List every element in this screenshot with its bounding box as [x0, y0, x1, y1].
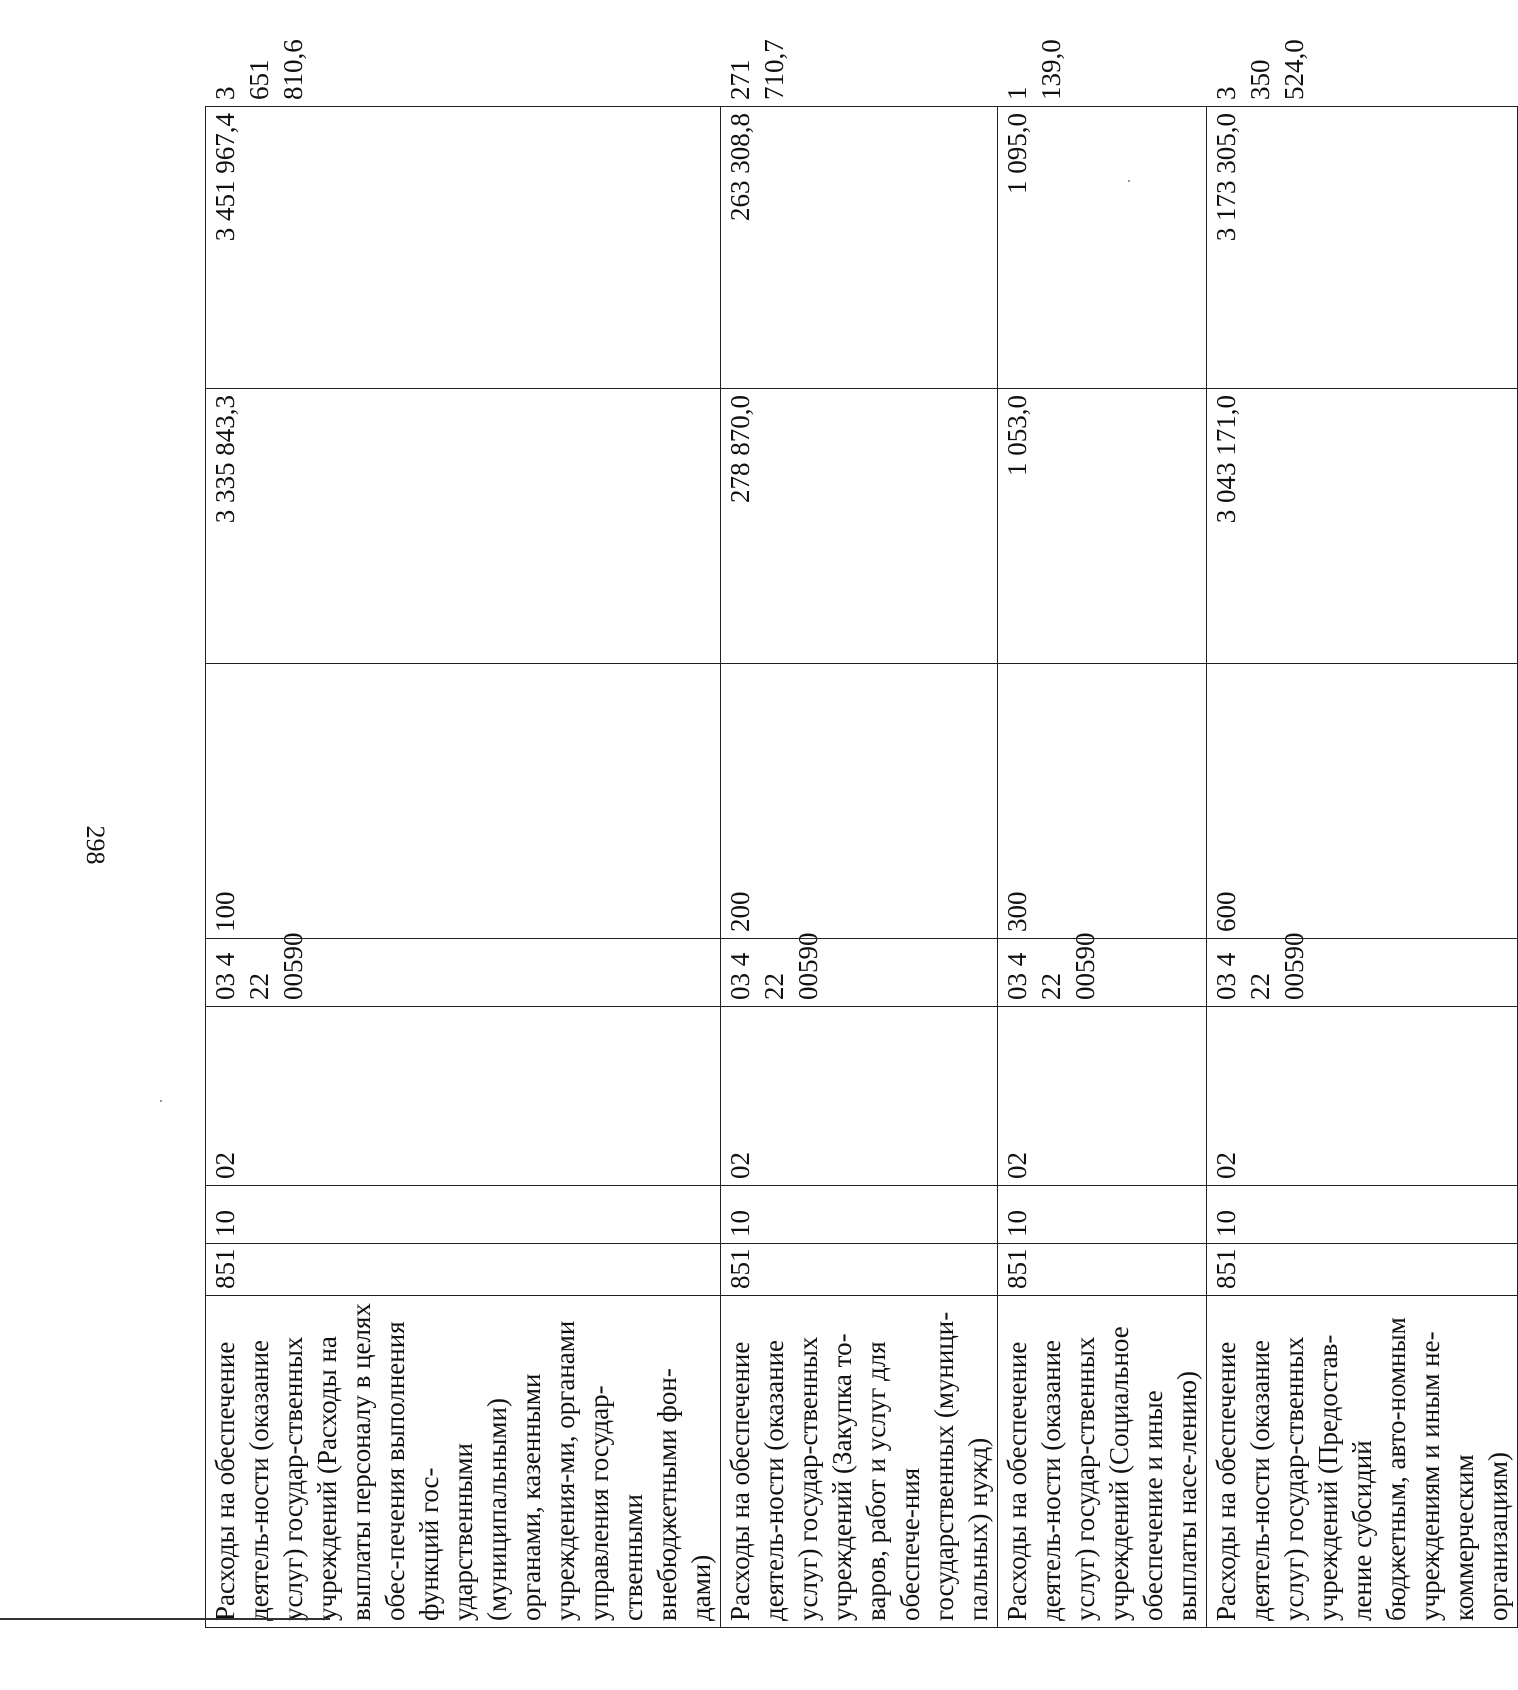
expense-type-code: 100: [206, 664, 721, 939]
ministry-code: 851: [721, 1244, 998, 1296]
amount-year-2: 3 173 305,0: [1207, 107, 1518, 389]
amount-year-1: 1 053,0: [998, 389, 1207, 664]
section-code: 10: [1207, 1186, 1518, 1244]
target-article-code: 03 4 22 00590: [721, 939, 998, 1007]
table-row: Расходы на обеспечение деятель-ности (оказание услуг) государ-ственных учреждений (Предостав-ление субсидий бюджетным, авто-номным учреждениям и иным не-коммерческим организациям) 851 10 02 03 4 22 00590 600 3 043 171,0 3 173 305,0 3 350 524,0: [1207, 107, 1518, 1628]
page-number: 298: [81, 825, 110, 865]
scan-edge-line: [0, 1618, 330, 1620]
target-article-code: 03 4 22 00590: [206, 939, 721, 1007]
table-row: Расходы на обеспечение деятель-ности (оказание услуг) государ-ственных учреждений (Социальное обеспечение и иные выплаты насе-лению) 851 10 02 03 4 22 00590 300 1 053,0 1 095,0 1 139,0: [998, 107, 1207, 1628]
amount-year-2: 3 451 967,4: [206, 107, 721, 389]
expense-description: Расходы на обеспечение деятель-ности (оказание услуг) государ-ственных учреждений (Закупка то-варов, работ и услуг для обеспече-ния государственных (муници-пальных) нужд): [721, 1296, 998, 1628]
amount-year-1: 3 335 843,3: [206, 389, 721, 664]
budget-table: [205, 39, 1518, 1628]
table-row: Расходы на обеспечение деятель-ности (оказание услуг) государ-ственных учреждений (Расходы на выплаты персоналу в целях обес-печения выполнения функций гос-ударственными (муниципальными) органами, казенными учреждения-ми, органами управления государ-ственными внебюджетными фон-дами) 851 10 02 03 4 22 00590 100 3 335 843,3 3 451 967,4 3 651 810,6: [206, 107, 721, 1628]
subsection-code: 02: [1207, 1007, 1518, 1186]
subsection-code: 02: [206, 1007, 721, 1186]
ministry-code: 851: [1207, 1244, 1518, 1296]
scan-speck: [1128, 180, 1130, 182]
target-article-code: 03 4 22 00590: [1207, 939, 1518, 1007]
section-code: 10: [206, 1186, 721, 1244]
section-code: 10: [721, 1186, 998, 1244]
table-row: Расходы на обеспечение деятель-ности (оказание услуг) государ-ственных учреждений (Закупка то-варов, работ и услуг для обеспече-ния государственных (муници-пальных) нужд) 851 10 02 03 4 22 00590 200 278 870,0 263 308,8 271 710,7: [721, 107, 998, 1628]
amount-year-1: 278 870,0: [721, 389, 998, 664]
subsection-code: 02: [721, 1007, 998, 1186]
expense-description: Расходы на обеспечение деятель-ности (оказание услуг) государ-ственных учреждений (Социальное обеспечение и иные выплаты насе-лению): [998, 1296, 1207, 1628]
expense-description: Расходы на обеспечение деятель-ности (оказание услуг) государ-ственных учреждений (Расходы на выплаты персоналу в целях обес-печения выполнения функций гос-ударственными (муниципальными) органами, казенными учреждения-ми, органами управления государ-ственными внебюджетными фон-дами): [206, 1296, 721, 1628]
target-article-code: 03 4 22 00590: [998, 939, 1207, 1007]
amount-year-2: 263 308,8: [721, 107, 998, 389]
section-code: 10: [998, 1186, 1207, 1244]
amount-year-2: 1 095,0: [998, 107, 1207, 389]
expense-type-code: 300: [998, 664, 1207, 939]
ministry-code: 851: [998, 1244, 1207, 1296]
expense-type-code: 600: [1207, 664, 1518, 939]
amount-year-1: 3 043 171,0: [1207, 389, 1518, 664]
ministry-code: 851: [206, 1244, 721, 1296]
expense-description: Расходы на обеспечение деятель-ности (оказание услуг) государ-ственных учреждений (Предостав-ление субсидий бюджетным, авто-номным учреждениям и иным не-коммерческим организациям): [1207, 1296, 1518, 1628]
scan-speck: [160, 1100, 162, 1102]
subsection-code: 02: [998, 1007, 1207, 1186]
expense-type-code: 200: [721, 664, 998, 939]
budget-table-wrapper: [205, 39, 1513, 1628]
